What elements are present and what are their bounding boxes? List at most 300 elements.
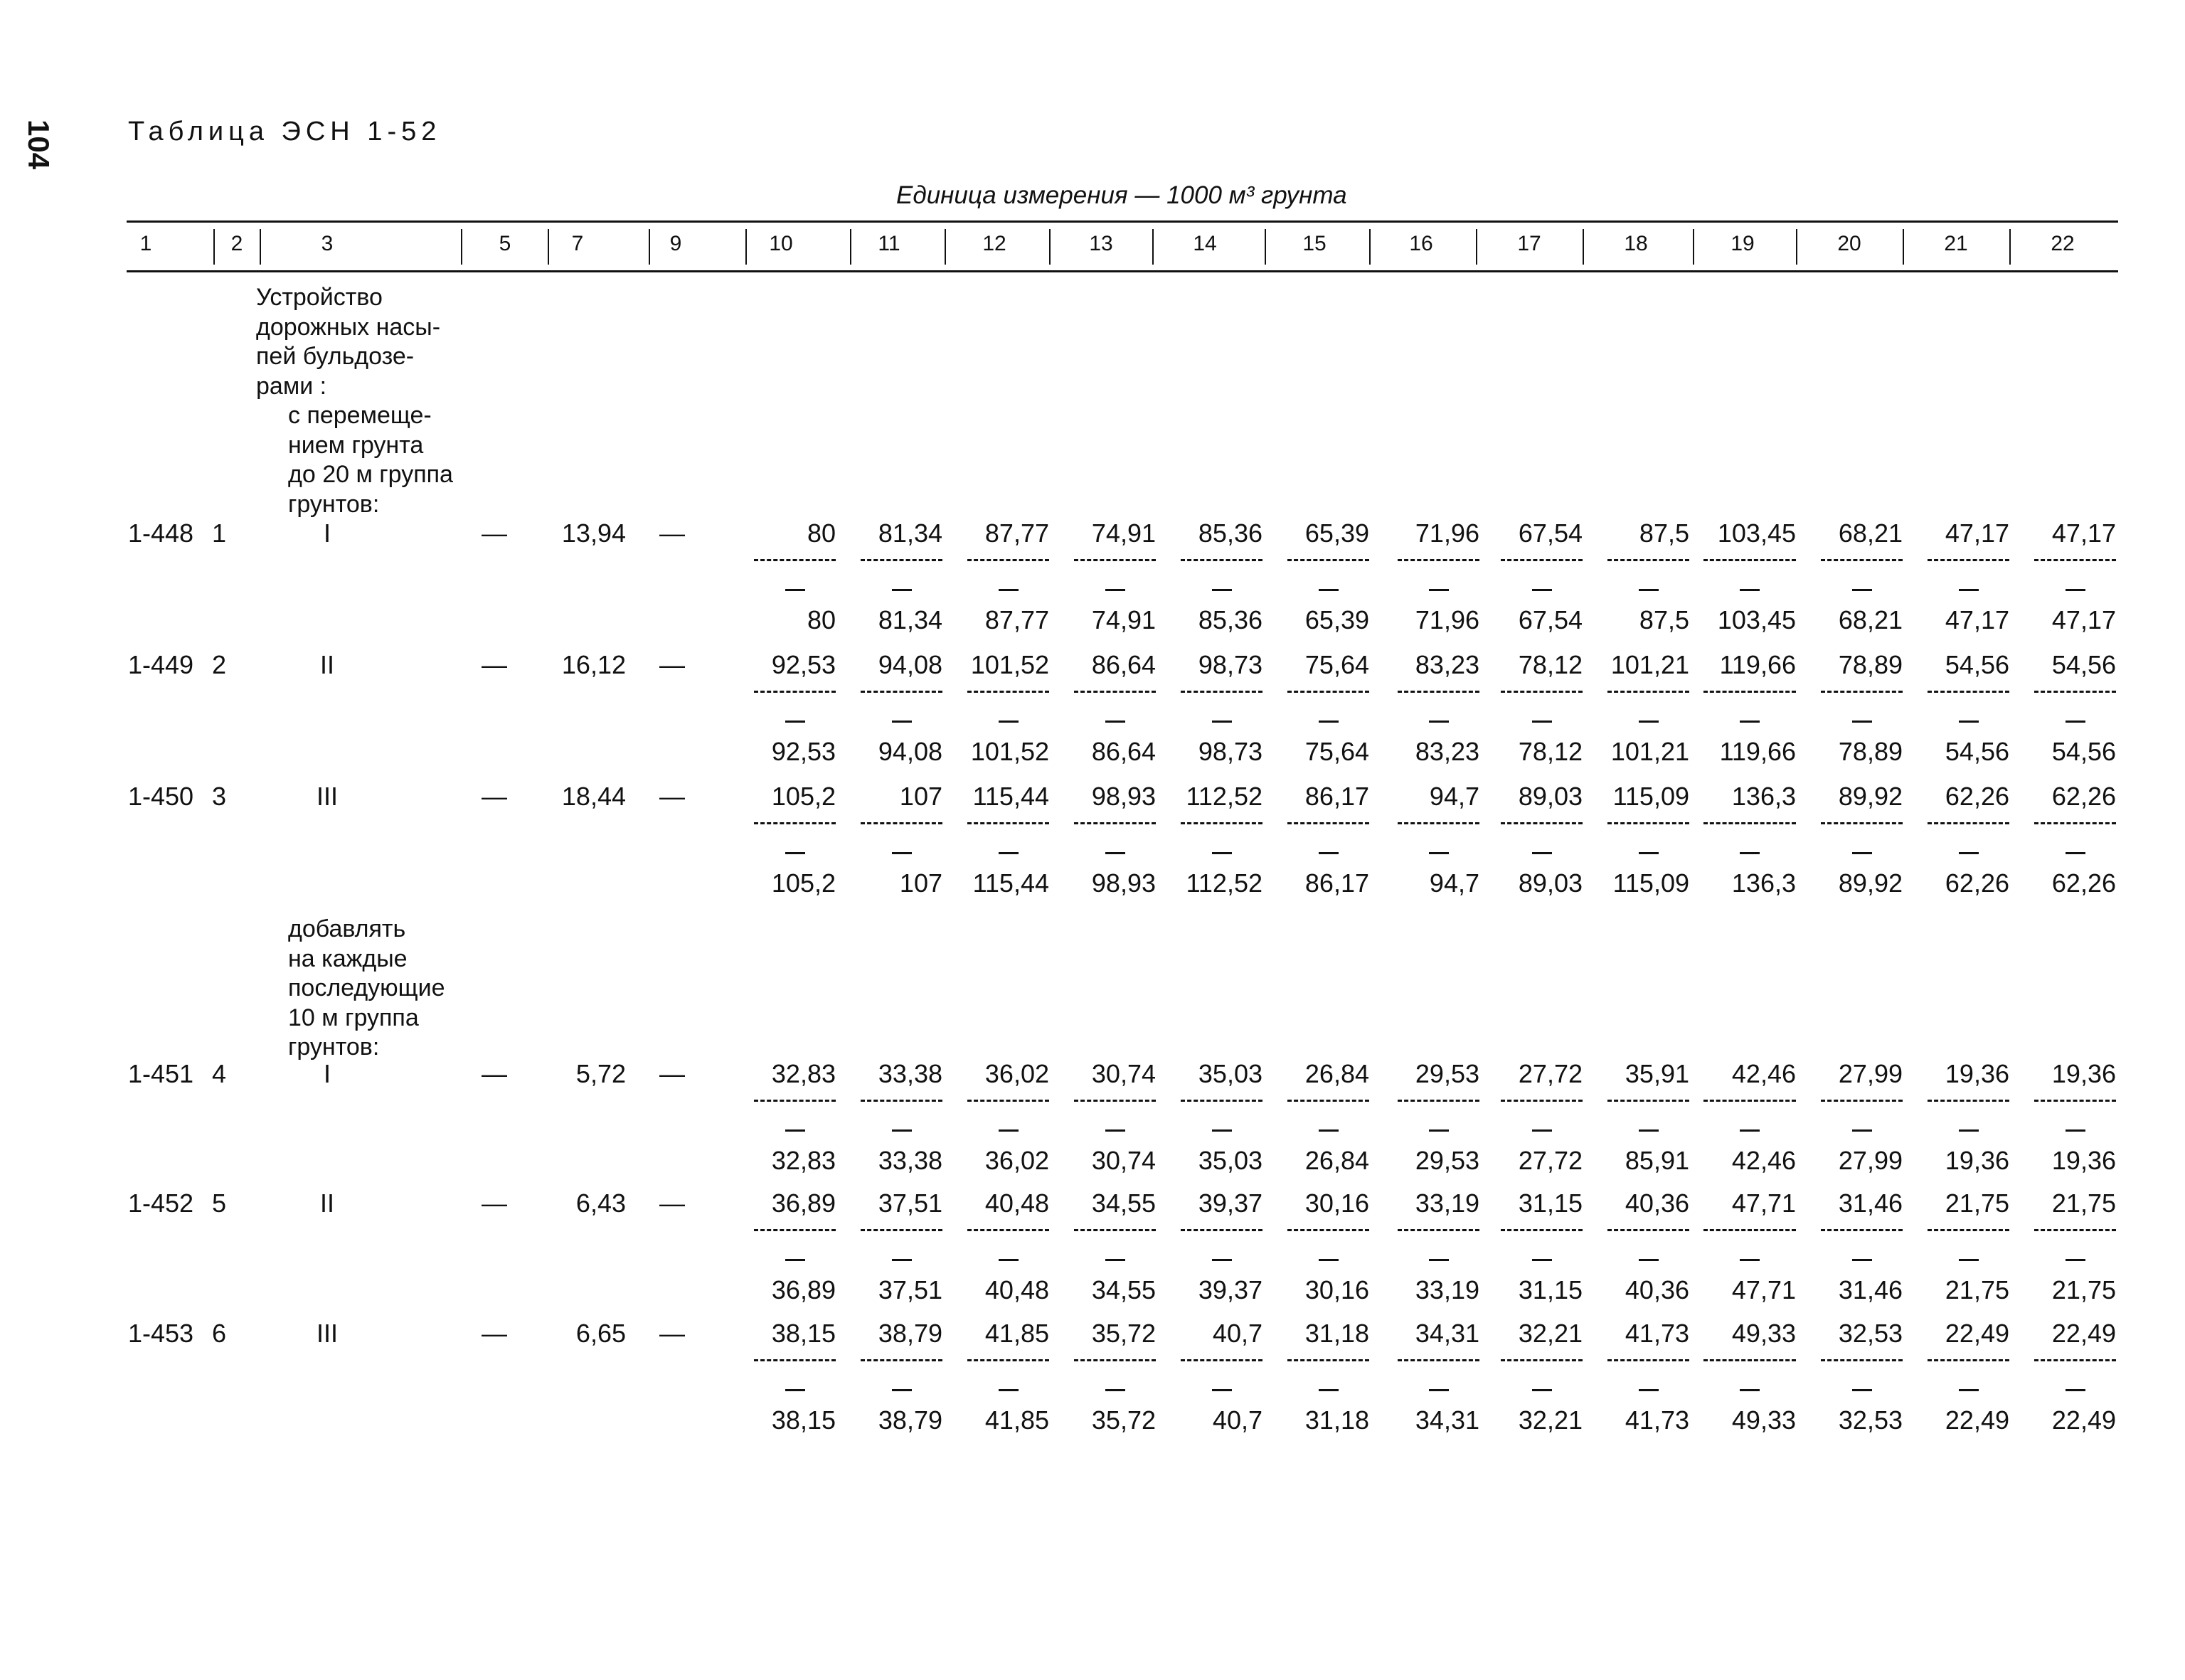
- value-bottom: 32,21: [1518, 1405, 1583, 1435]
- fraction-line: [1501, 1359, 1583, 1361]
- value-bottom: 42,46: [1731, 1146, 1796, 1175]
- value-top: 47,17: [2051, 519, 2116, 548]
- row-code: 1-448: [128, 519, 194, 548]
- value-top: 29,53: [1415, 1059, 1479, 1088]
- row-col5: —: [482, 1059, 507, 1088]
- value-bottom: 19,36: [1945, 1146, 2009, 1175]
- value-top: 34,55: [1091, 1189, 1156, 1218]
- value-dash: [1429, 1389, 1449, 1391]
- value-top: 42,46: [1731, 1059, 1796, 1088]
- value-top: 89,03: [1518, 782, 1583, 811]
- row-col9: —: [659, 1189, 685, 1218]
- value-top: 32,21: [1518, 1319, 1583, 1348]
- value-bottom: 115,09: [1612, 868, 1689, 898]
- value-top: 112,52: [1186, 782, 1262, 811]
- fraction-line: [1398, 1100, 1479, 1102]
- section-subheading: с перемеще- нием грунта до 20 м группа грунтов:: [288, 402, 453, 518]
- value-dash: [1212, 721, 1232, 723]
- fraction-line: [967, 1100, 1049, 1102]
- value-top: 115,09: [1612, 782, 1689, 811]
- header-separator: [1476, 229, 1477, 265]
- value-dash: [1852, 852, 1872, 854]
- value-dash: [1105, 852, 1125, 854]
- value-top: 22,49: [1945, 1319, 2009, 1348]
- value-bottom: 101,52: [970, 737, 1049, 766]
- fraction-line: [967, 559, 1049, 561]
- value-top: 105,2: [771, 782, 836, 811]
- value-top: 62,26: [1945, 782, 2009, 811]
- value-bottom: 94,7: [1429, 868, 1479, 898]
- row-col5: —: [482, 782, 507, 811]
- value-top: 67,54: [1518, 519, 1583, 548]
- value-top: 19,36: [2051, 1059, 2116, 1088]
- value-bottom: 107: [899, 868, 942, 898]
- row-soil-group: II: [319, 1189, 335, 1218]
- value-bottom: 89,03: [1518, 868, 1583, 898]
- value-top: 54,56: [1945, 650, 2009, 679]
- value-top: 65,39: [1304, 519, 1369, 548]
- fraction-line: [1398, 559, 1479, 561]
- value-top: 40,48: [984, 1189, 1049, 1218]
- fraction-line: [1501, 559, 1583, 561]
- fraction-line: [1501, 822, 1583, 824]
- value-bottom: 35,72: [1091, 1405, 1156, 1435]
- value-dash: [1740, 1129, 1760, 1132]
- fraction-line: [1703, 1229, 1796, 1231]
- row-code: 1-449: [128, 650, 194, 679]
- value-bottom: 83,23: [1415, 737, 1479, 766]
- fraction-line: [1287, 822, 1369, 824]
- value-top: 86,17: [1304, 782, 1369, 811]
- value-top: 26,84: [1304, 1059, 1369, 1088]
- value-top: 40,7: [1212, 1319, 1262, 1348]
- value-dash: [1959, 589, 1979, 591]
- value-top: 36,02: [984, 1059, 1049, 1088]
- header-col-14: 14: [1193, 232, 1217, 255]
- fraction-line: [1074, 822, 1156, 824]
- value-top: 47,71: [1731, 1189, 1796, 1218]
- row-col9: —: [659, 650, 685, 679]
- value-dash: [785, 1259, 805, 1261]
- value-dash: [1532, 1259, 1552, 1261]
- fraction-line: [1398, 822, 1479, 824]
- value-bottom: 37,51: [878, 1275, 942, 1304]
- value-bottom: 67,54: [1518, 605, 1583, 634]
- value-bottom: 19,36: [2051, 1146, 2116, 1175]
- value-bottom: 30,16: [1304, 1275, 1369, 1304]
- value-dash: [785, 589, 805, 591]
- fraction-line: [1398, 1229, 1479, 1231]
- fraction-line: [1703, 1359, 1796, 1361]
- value-dash: [785, 1389, 805, 1391]
- row-col9: —: [659, 782, 685, 811]
- header-col-22: 22: [2051, 232, 2075, 255]
- header-separator: [850, 229, 851, 265]
- value-bottom: 92,53: [771, 737, 836, 766]
- value-bottom: 112,52: [1186, 868, 1262, 898]
- value-top: 31,18: [1304, 1319, 1369, 1348]
- fraction-line: [754, 1100, 836, 1102]
- header-separator: [945, 229, 946, 265]
- value-top: 81,34: [878, 519, 942, 548]
- table-title: Таблица ЭСН 1-52: [128, 117, 442, 147]
- fraction-line: [1287, 1359, 1369, 1361]
- fraction-line: [2034, 822, 2116, 824]
- fraction-line: [1181, 559, 1262, 561]
- fraction-line: [1501, 1100, 1583, 1102]
- fraction-line: [861, 559, 942, 561]
- fraction-line: [1821, 691, 1903, 693]
- value-dash: [1852, 721, 1872, 723]
- header-separator: [1796, 229, 1797, 265]
- value-bottom: 39,37: [1198, 1275, 1262, 1304]
- header-col-5: 5: [499, 232, 511, 255]
- value-dash: [1212, 852, 1232, 854]
- header-col-12: 12: [982, 232, 1006, 255]
- value-top: 36,89: [771, 1189, 836, 1218]
- value-dash: [1639, 1129, 1659, 1132]
- value-bottom: 27,99: [1838, 1146, 1903, 1175]
- value-dash: [999, 721, 1019, 723]
- value-bottom: 21,75: [1945, 1275, 2009, 1304]
- fraction-line: [1821, 822, 1903, 824]
- fraction-line: [754, 559, 836, 561]
- value-top: 40,36: [1625, 1189, 1689, 1218]
- value-dash: [1959, 852, 1979, 854]
- value-bottom: 31,46: [1838, 1275, 1903, 1304]
- unit-caption: Единица измерения — 1000 м³ грунта: [896, 181, 1347, 209]
- fraction-line: [1181, 1229, 1262, 1231]
- value-dash: [1532, 1129, 1552, 1132]
- value-top: 89,92: [1838, 782, 1903, 811]
- row-col7: 13,94: [561, 519, 626, 548]
- header-separator: [1152, 229, 1154, 265]
- value-bottom: 34,55: [1091, 1275, 1156, 1304]
- fraction-line: [1181, 1359, 1262, 1361]
- value-dash: [785, 721, 805, 723]
- fraction-line: [1821, 559, 1903, 561]
- value-dash: [2066, 589, 2085, 591]
- header-separator: [461, 229, 462, 265]
- fraction-line: [861, 1100, 942, 1102]
- value-dash: [999, 589, 1019, 591]
- value-bottom: 54,56: [1945, 737, 2009, 766]
- value-bottom: 47,17: [2051, 605, 2116, 634]
- page-number: 104: [22, 119, 55, 170]
- value-top: 92,53: [771, 650, 836, 679]
- value-top: 35,72: [1091, 1319, 1156, 1348]
- fraction-line: [1607, 1229, 1689, 1231]
- fraction-line: [1821, 1100, 1903, 1102]
- header-col-9: 9: [669, 232, 682, 255]
- value-top: 78,12: [1518, 650, 1583, 679]
- value-top: 86,64: [1091, 650, 1156, 679]
- fraction-line: [1821, 1229, 1903, 1231]
- row-number: 2: [212, 650, 227, 679]
- value-bottom: 36,89: [771, 1275, 836, 1304]
- value-bottom: 65,39: [1304, 605, 1369, 634]
- value-top: 101,21: [1610, 650, 1689, 679]
- value-dash: [892, 1259, 912, 1261]
- value-top: 31,15: [1518, 1189, 1583, 1218]
- value-bottom: 98,93: [1091, 868, 1156, 898]
- value-bottom: 32,53: [1838, 1405, 1903, 1435]
- value-dash: [1639, 1389, 1659, 1391]
- value-bottom: 71,96: [1415, 605, 1479, 634]
- fraction-line: [1607, 691, 1689, 693]
- header-col-19: 19: [1731, 232, 1755, 255]
- value-top: 33,19: [1415, 1189, 1479, 1218]
- value-dash: [1639, 589, 1659, 591]
- value-bottom: 62,26: [1945, 868, 2009, 898]
- value-bottom: 36,02: [984, 1146, 1049, 1175]
- fraction-line: [967, 1359, 1049, 1361]
- value-bottom: 62,26: [2051, 868, 2116, 898]
- row-soil-group: I: [323, 519, 331, 548]
- value-bottom: 85,36: [1198, 605, 1262, 634]
- fraction-line: [1287, 1100, 1369, 1102]
- value-bottom: 32,83: [771, 1146, 836, 1175]
- value-top: 33,38: [878, 1059, 942, 1088]
- value-top: 27,72: [1518, 1059, 1583, 1088]
- row-col7: 16,12: [561, 650, 626, 679]
- value-bottom: 31,15: [1518, 1275, 1583, 1304]
- value-bottom: 33,19: [1415, 1275, 1479, 1304]
- fraction-line: [967, 822, 1049, 824]
- value-dash: [1105, 589, 1125, 591]
- header-col-15: 15: [1302, 232, 1327, 255]
- value-dash: [999, 1259, 1019, 1261]
- value-top: 30,74: [1091, 1059, 1156, 1088]
- value-top: 68,21: [1838, 519, 1903, 548]
- value-dash: [999, 1129, 1019, 1132]
- value-dash: [1105, 1389, 1125, 1391]
- value-bottom: 35,03: [1198, 1146, 1262, 1175]
- value-bottom: 68,21: [1838, 605, 1903, 634]
- value-top: 35,91: [1625, 1059, 1689, 1088]
- value-dash: [1639, 1259, 1659, 1261]
- value-dash: [1429, 589, 1449, 591]
- row-number: 5: [212, 1189, 227, 1218]
- value-bottom: 40,7: [1212, 1405, 1262, 1435]
- fraction-line: [1501, 691, 1583, 693]
- fraction-line: [1703, 1100, 1796, 1102]
- fraction-line: [1703, 559, 1796, 561]
- fraction-line: [861, 1229, 942, 1231]
- row-col7: 5,72: [575, 1059, 626, 1088]
- value-bottom: 21,75: [2051, 1275, 2116, 1304]
- fraction-line: [967, 691, 1049, 693]
- row-code: 1-451: [128, 1059, 194, 1088]
- value-dash: [1959, 1259, 1979, 1261]
- row-code: 1-452: [128, 1189, 194, 1218]
- row-col5: —: [482, 1319, 507, 1348]
- header-separator: [745, 229, 747, 265]
- row-col7: 6,43: [575, 1189, 626, 1218]
- value-top: 136,3: [1731, 782, 1796, 811]
- value-top: 19,36: [1945, 1059, 2009, 1088]
- fraction-line: [1398, 1359, 1479, 1361]
- row-number: 1: [212, 519, 227, 548]
- value-top: 35,03: [1198, 1059, 1262, 1088]
- header-separator: [1693, 229, 1694, 265]
- row-col5: —: [482, 650, 507, 679]
- value-dash: [1212, 589, 1232, 591]
- value-bottom: 33,38: [878, 1146, 942, 1175]
- value-bottom: 54,56: [2051, 737, 2116, 766]
- value-dash: [999, 852, 1019, 854]
- value-top: 94,7: [1429, 782, 1479, 811]
- value-dash: [999, 1389, 1019, 1391]
- value-top: 107: [899, 782, 942, 811]
- value-top: 34,31: [1415, 1319, 1479, 1348]
- row-soil-group: III: [316, 1319, 339, 1348]
- value-top: 98,73: [1198, 650, 1262, 679]
- value-top: 39,37: [1198, 1189, 1262, 1218]
- value-bottom: 94,08: [878, 737, 942, 766]
- fraction-line: [1607, 1359, 1689, 1361]
- value-dash: [1532, 1389, 1552, 1391]
- value-bottom: 78,89: [1838, 737, 1903, 766]
- value-dash: [1740, 852, 1760, 854]
- header-col-2: 2: [230, 232, 243, 255]
- value-top: 80: [807, 519, 836, 548]
- header-col-1: 1: [139, 232, 152, 255]
- fraction-line: [754, 1359, 836, 1361]
- value-dash: [2066, 1259, 2085, 1261]
- value-bottom: 30,74: [1091, 1146, 1156, 1175]
- value-top: 119,66: [1719, 650, 1796, 679]
- value-top: 41,73: [1625, 1319, 1689, 1348]
- row-number: 4: [212, 1059, 227, 1088]
- value-bottom: 78,12: [1518, 737, 1583, 766]
- fraction-line: [861, 1359, 942, 1361]
- value-bottom: 115,44: [972, 868, 1049, 898]
- row-code: 1-453: [128, 1319, 194, 1348]
- fraction-line: [1074, 1229, 1156, 1231]
- row-col5: —: [482, 1189, 507, 1218]
- fraction-line: [1607, 559, 1689, 561]
- value-dash: [2066, 852, 2085, 854]
- value-dash: [1319, 1129, 1339, 1132]
- fraction-line: [2034, 691, 2116, 693]
- value-dash: [1319, 1389, 1339, 1391]
- fraction-line: [1287, 1229, 1369, 1231]
- value-dash: [1212, 1259, 1232, 1261]
- value-dash: [1532, 852, 1552, 854]
- value-bottom: 47,17: [1945, 605, 2009, 634]
- value-dash: [1959, 1389, 1979, 1391]
- fraction-line: [2034, 559, 2116, 561]
- fraction-line: [1181, 822, 1262, 824]
- value-bottom: 41,73: [1625, 1405, 1689, 1435]
- value-top: 32,53: [1838, 1319, 1903, 1348]
- value-bottom: 85,91: [1625, 1146, 1689, 1175]
- value-top: 30,16: [1304, 1189, 1369, 1218]
- value-top: 54,56: [2051, 650, 2116, 679]
- header-col-3: 3: [321, 232, 334, 255]
- value-bottom: 98,73: [1198, 737, 1262, 766]
- header-separator: [1369, 229, 1371, 265]
- header-separator: [649, 229, 650, 265]
- row-number: 6: [212, 1319, 227, 1348]
- fraction-line: [861, 822, 942, 824]
- header-separator: [2009, 229, 2011, 265]
- value-bottom: 26,84: [1304, 1146, 1369, 1175]
- value-dash: [1852, 1389, 1872, 1391]
- value-dash: [785, 852, 805, 854]
- value-dash: [1639, 852, 1659, 854]
- row-soil-group: II: [319, 650, 335, 679]
- value-dash: [1429, 1259, 1449, 1261]
- value-top: 85,36: [1198, 519, 1262, 548]
- value-top: 98,93: [1091, 782, 1156, 811]
- value-top: 62,26: [2051, 782, 2116, 811]
- value-bottom: 75,64: [1304, 737, 1369, 766]
- fraction-line: [1398, 691, 1479, 693]
- value-dash: [1639, 721, 1659, 723]
- value-dash: [1105, 1129, 1125, 1132]
- value-top: 87,77: [984, 519, 1049, 548]
- header-col-21: 21: [1944, 232, 1968, 255]
- value-bottom: 105,2: [771, 868, 836, 898]
- value-bottom: 29,53: [1415, 1146, 1479, 1175]
- fraction-line: [754, 822, 836, 824]
- fraction-line: [861, 691, 942, 693]
- fraction-line: [1181, 1100, 1262, 1102]
- value-dash: [2066, 1389, 2085, 1391]
- header-col-7: 7: [571, 232, 584, 255]
- value-dash: [1429, 852, 1449, 854]
- header-col-10: 10: [769, 232, 793, 255]
- header-col-18: 18: [1624, 232, 1648, 255]
- value-dash: [1740, 589, 1760, 591]
- fraction-line: [1074, 559, 1156, 561]
- row-soil-group: III: [316, 782, 339, 811]
- fraction-line: [1287, 691, 1369, 693]
- section-heading: Устройство дорожных насы- пей бульдозе- рами :: [256, 284, 441, 400]
- value-dash: [1532, 721, 1552, 723]
- value-top: 71,96: [1415, 519, 1479, 548]
- value-dash: [892, 1389, 912, 1391]
- fraction-line: [1074, 1359, 1156, 1361]
- fraction-line: [1607, 822, 1689, 824]
- fraction-line: [2034, 1359, 2116, 1361]
- value-dash: [1852, 1259, 1872, 1261]
- fraction-line: [2034, 1229, 2116, 1231]
- value-dash: [1319, 721, 1339, 723]
- header-separator: [1049, 229, 1051, 265]
- header-col-17: 17: [1517, 232, 1541, 255]
- value-dash: [1852, 1129, 1872, 1132]
- value-top: 87,5: [1639, 519, 1689, 548]
- value-dash: [1429, 1129, 1449, 1132]
- header-separator: [1265, 229, 1266, 265]
- fraction-line: [1501, 1229, 1583, 1231]
- value-bottom: 49,33: [1731, 1405, 1796, 1435]
- row-col9: —: [659, 519, 685, 548]
- value-top: 38,79: [878, 1319, 942, 1348]
- value-bottom: 119,66: [1719, 737, 1796, 766]
- row-col9: —: [659, 1319, 685, 1348]
- value-dash: [1319, 852, 1339, 854]
- value-bottom: 40,36: [1625, 1275, 1689, 1304]
- header-top-rule: [127, 220, 2118, 223]
- value-top: 38,15: [771, 1319, 836, 1348]
- value-bottom: 103,45: [1717, 605, 1796, 634]
- row-code: 1-450: [128, 782, 194, 811]
- value-bottom: 22,49: [1945, 1405, 2009, 1435]
